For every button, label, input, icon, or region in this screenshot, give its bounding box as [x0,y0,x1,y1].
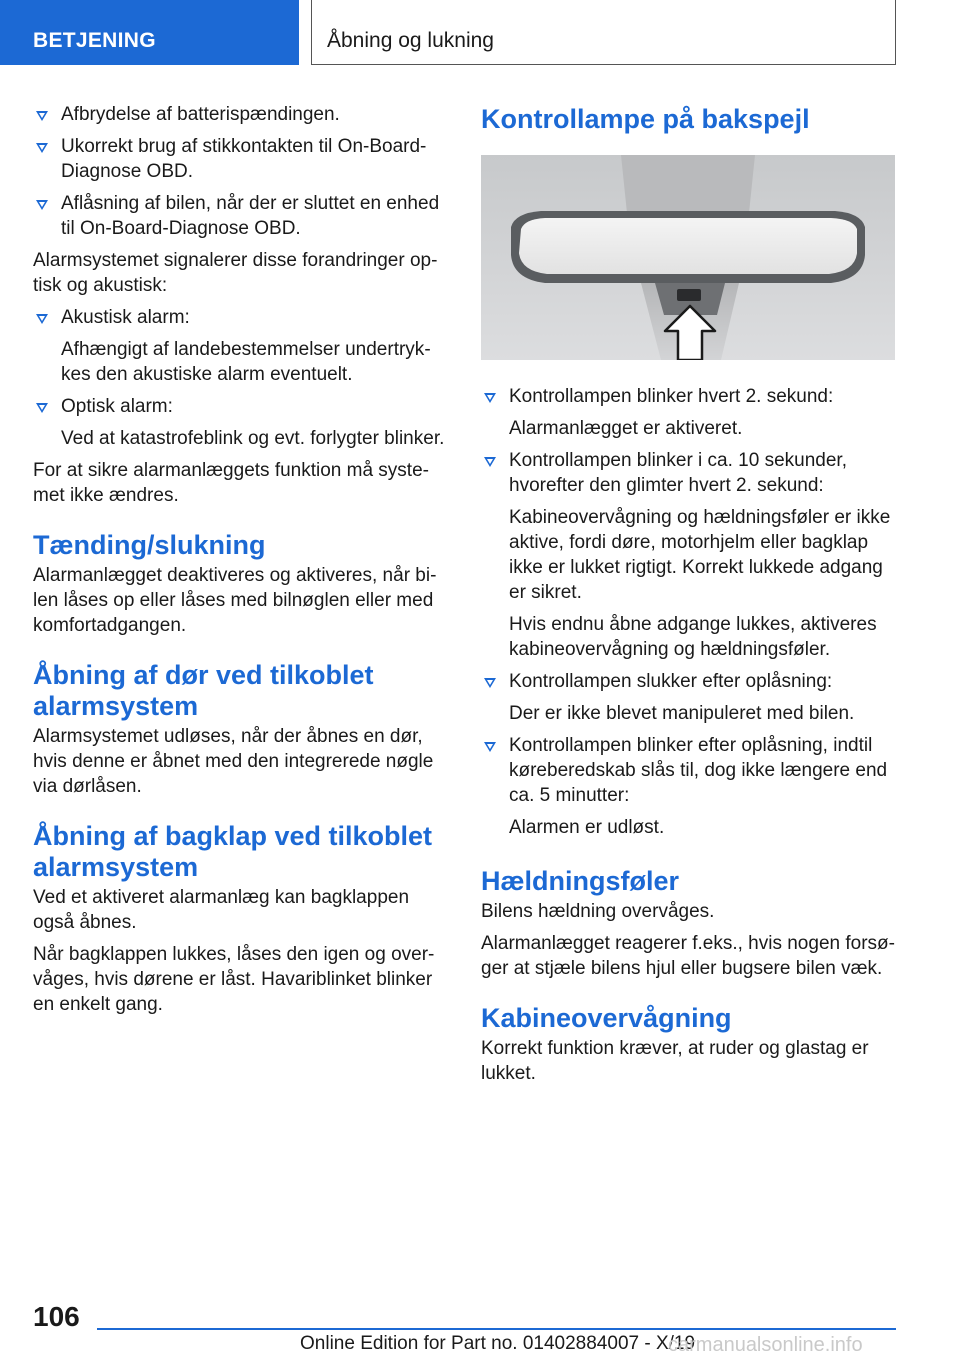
list-item: Aflåsning af bilen, når der er sluttet en enhed til On-Board-Diagnose OBD. [33,191,447,241]
list-item: Kontrollampen blinker efter oplåsning, indtil køreberedskab slås til, dog ikke længere end ca. 5 minutter: [481,733,895,808]
list-item-detail: Ved at katastrofeblink og evt. forlygter blinker. [61,428,445,449]
triangle-bullet-icon [484,457,496,467]
list-item: Kontrollampen slukker efter oplåsning: [481,669,895,694]
watermark: carmanualsonline.info [668,1334,863,1356]
list-item-detail: Alarmen er udløst. [509,817,665,838]
paragraph: Alarmsystemet udløses, når der åbnes en dør, hvis denne er åbnet med den integrerede nøgle via dørlåsen. [33,726,434,797]
footer-rule [97,1328,896,1330]
heading-door: Åbning af dør ved tilkoblet alarmsystem [33,660,374,721]
list-item: Kontrollampen blinker i ca. 10 sekunder, hvorefter den glimter hvert 2. sekund: [481,448,895,498]
right-column [481,102,895,1093]
paragraph: Alarmsystemet signalerer disse forandringer optisk og akustisk: [33,250,438,296]
chapter-title: Åbning og lukning [327,29,494,52]
heading-ignition: Tænding/slukning [33,530,266,560]
list-item: Akustisk alarm: [33,305,447,330]
triangle-bullet-icon [484,393,496,403]
list-item-detail: Hvis endnu åbne adgange lukkes, aktiveres kabineovervågning og hældningsføler. [509,614,877,660]
lamp-state-list [481,384,895,840]
left-column [33,102,447,1024]
list-item-detail: Kabineovervågning og hældningsføler er ikke aktive, fordi døre, motorhjelm eller bagklap ikke er lukket rigtigt. Korrekt lukkede adgang er sikret. [509,507,891,603]
heading-tilt-sensor: Hældningsføler [481,866,680,896]
paragraph: Når bagklappen lukkes, låses den igen og overvåges, hvis dørene er låst. Havariblinket blinker en enkelt gang. [33,944,435,1015]
list-item: Afbrydelse af batterispændingen. [33,102,447,127]
list-item: Kontrollampen blinker hvert 2. sekund: [481,384,895,409]
list-item-detail: Der er ikke blevet manipuleret med bilen. [509,703,855,724]
heading-cabin-monitoring: Kabineovervågning [481,1003,732,1033]
mirror-illustration [481,155,895,360]
section-tab [0,0,299,65]
paragraph: Alarmanlægget reagerer f.eks., hvis nogen forsøger at stjæle bilens hjul eller bugsere bilen væk. [481,933,895,979]
paragraph: Alarmanlægget deaktiveres og aktiveres, når bilen låses op eller låses med bilnøglen eller med komfortadgangen. [33,565,437,636]
triangle-bullet-icon [484,742,496,752]
paragraph: For at sikre alarmanlæggets funktion må systemet ikke ændres. [33,460,429,506]
triangle-bullet-icon [36,314,48,324]
triangle-bullet-icon [36,143,48,153]
heading-control-lamp: Kontrollampe på bakspejl [481,104,810,134]
triangle-bullet-icon [484,678,496,688]
list-item-detail: Afhængigt af landebestemmelser undertrykkes den akustiske alarm eventuelt. [61,339,431,385]
triangle-bullet-icon [36,111,48,121]
paragraph: Bilens hældning overvåges. [481,901,715,922]
section-title: BETJENING [33,29,156,52]
page-number: 106 [33,1301,80,1332]
list-item: Ukorrekt brug af stikkontakten til On-Board-Diagnose OBD. [33,134,447,184]
triangle-bullet-icon [36,200,48,210]
chapter-header [311,0,896,65]
list-item: Optisk alarm: [33,394,447,419]
edition-text: Online Edition for Part no. 01402884007 - X/19 [300,1333,696,1354]
triangle-bullet-icon [36,403,48,413]
heading-tailgate: Åbning af bagklap ved tilkoblet alarmsystem [33,821,433,882]
list-item-detail: Alarmanlægget er aktiveret. [509,418,743,439]
paragraph: Korrekt funktion kræver, at ruder og glastag er lukket. [481,1038,869,1084]
paragraph: Ved et aktiveret alarmanlæg kan bagklappen også åbnes. [33,887,410,933]
